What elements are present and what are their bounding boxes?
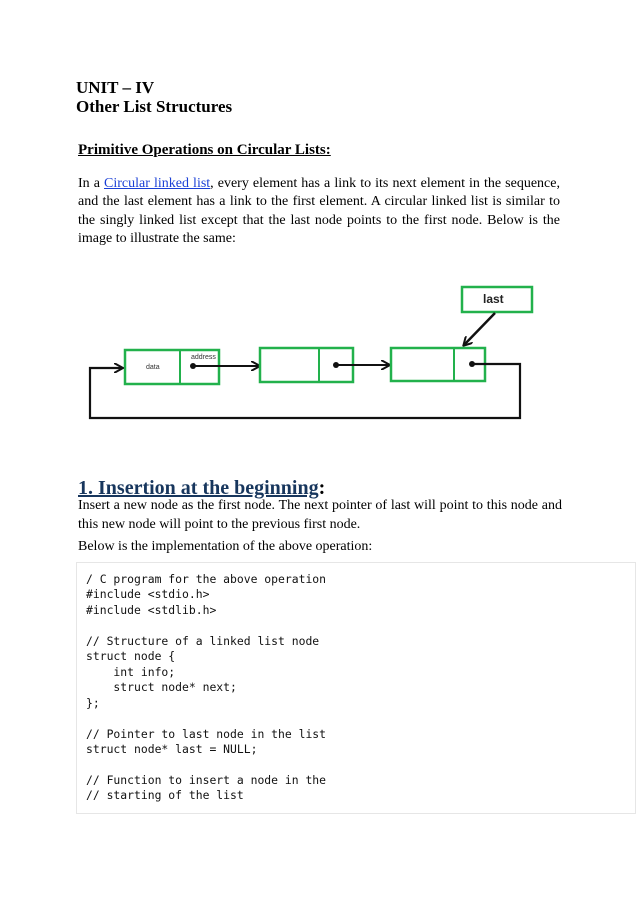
intro-paragraph xyxy=(78,175,560,249)
data-label: data xyxy=(146,364,160,371)
section-heading: Primitive Operations on Circular Lists: xyxy=(78,142,331,158)
last-label: last xyxy=(483,292,504,306)
intro-prefix: In a xyxy=(78,176,105,191)
circular-return-link xyxy=(90,364,520,418)
code-line: #include <stdlib.h> xyxy=(86,602,217,617)
implementation-note: Below is the implementation of the above operation: xyxy=(78,539,373,554)
code-block xyxy=(76,562,636,814)
code-line: // Pointer to last node in the list xyxy=(86,726,327,741)
code-line: // Function to insert a node in the xyxy=(86,772,327,787)
circular-linked-list-link[interactable]: Circular linked list xyxy=(104,176,211,191)
insertion-description: Insert a new node as the first node. The next pointer of last will point to this node and this new node will point to the previous first node. xyxy=(78,498,562,532)
circular-list-diagram xyxy=(0,270,638,440)
page-title: Other List Structures xyxy=(76,97,233,116)
code-line: struct node* next; xyxy=(86,680,237,695)
unit-heading: UNIT – IV xyxy=(76,78,155,97)
insertion-heading-text: 1. Insertion at the beginning xyxy=(78,477,319,499)
insertion-heading-colon: : xyxy=(318,477,326,499)
code-line: / C program for the above operation xyxy=(86,572,327,586)
code-line: #include <stdio.h> xyxy=(86,587,210,602)
last-pointer-arrow xyxy=(464,313,495,345)
code-line: // Structure of a linked list node xyxy=(86,633,320,648)
address-label: address xyxy=(191,354,216,361)
code-line: }; xyxy=(86,695,100,710)
code-text xyxy=(86,572,326,804)
code-line: int info; xyxy=(86,664,176,679)
code-line: // starting of the list xyxy=(86,788,244,803)
intro-text: , every element has a link to its next element in the sequence, and the last element has a link to the first element. A circular linked list is similar to the singly linked list except that the last node points to the first node. Below is the image to illustrate the same: xyxy=(78,176,560,247)
code-line: struct node* last = NULL; xyxy=(86,741,258,756)
code-line: struct node { xyxy=(86,649,176,664)
